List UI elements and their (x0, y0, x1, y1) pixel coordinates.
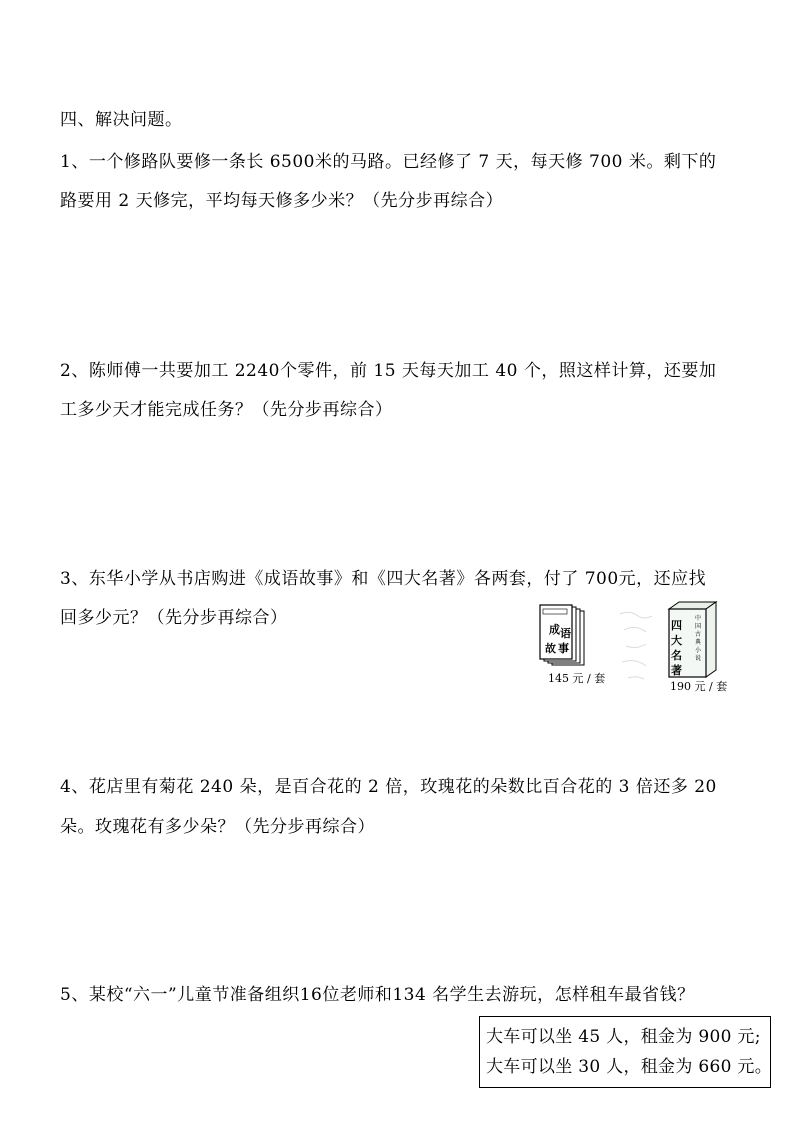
svg-text:说: 说 (695, 655, 702, 662)
svg-text:故: 故 (545, 642, 556, 655)
problem-3-line-1: 3、东华小学从书店购进《成语故事》和《四大名著》各两套，付了 700元，还应找 (60, 569, 707, 589)
svg-text:事: 事 (558, 642, 569, 655)
rental-line-2: 大车可以坐 30 人，租金为 660 元。 (486, 1057, 772, 1077)
svg-text:古: 古 (695, 631, 702, 638)
rental-info-box (479, 1016, 771, 1088)
book-1-price: 145 元 / 套 (548, 672, 606, 685)
problem-4-line-1: 4、花店里有菊花 240 朵，是百合花的 2 倍，玫瑰花的朵数比百合花的 3 倍还多 20 (60, 777, 717, 797)
svg-text:小: 小 (695, 647, 702, 654)
problem-1-line-1: 1、一个修路队要修一条长 6500米的马路。已经修了 7 天，每天修 700 米。剩下的 (60, 152, 717, 172)
problem-2-line-2: 工多少天才能完成任务？（先分步再综合） (60, 400, 393, 420)
rental-line-1: 大车可以坐 45 人，租金为 900 元; (486, 1027, 761, 1047)
svg-text:四: 四 (671, 619, 682, 632)
svg-text:语: 语 (560, 627, 571, 640)
book-2-shape (669, 602, 716, 677)
problem-2-line-1: 2、陈师傅一共要加工 2240个零件，前 15 天每天加工 40 个，照这样计算，还要加 (60, 361, 717, 381)
svg-text:国: 国 (695, 623, 702, 630)
svg-text:大: 大 (671, 634, 682, 647)
svg-text:成: 成 (549, 623, 560, 636)
problem-5-line-1: 5、某校“六一”儿童节准备组织16位老师和134 名学生去游玩，怎样租车最省钱？ (60, 985, 695, 1005)
svg-text:著: 著 (671, 664, 682, 677)
problem-3-line-2: 回多少元？（先分步再综合） (60, 608, 288, 628)
book-illustration (538, 600, 738, 695)
book-2-price: 190 元 / 套 (670, 680, 728, 693)
problem-1-line-2: 路要用 2 天修完，平均每天修多少米？（先分步再综合） (60, 191, 504, 211)
svg-text:典: 典 (695, 639, 702, 646)
book-1-shape (540, 605, 584, 665)
svg-text:名: 名 (671, 649, 682, 662)
svg-text:中: 中 (695, 615, 702, 622)
section-title: 四、解决问题。 (60, 110, 183, 130)
problem-4-line-2: 朵。玫瑰花有多少朵？（先分步再综合） (60, 817, 375, 837)
